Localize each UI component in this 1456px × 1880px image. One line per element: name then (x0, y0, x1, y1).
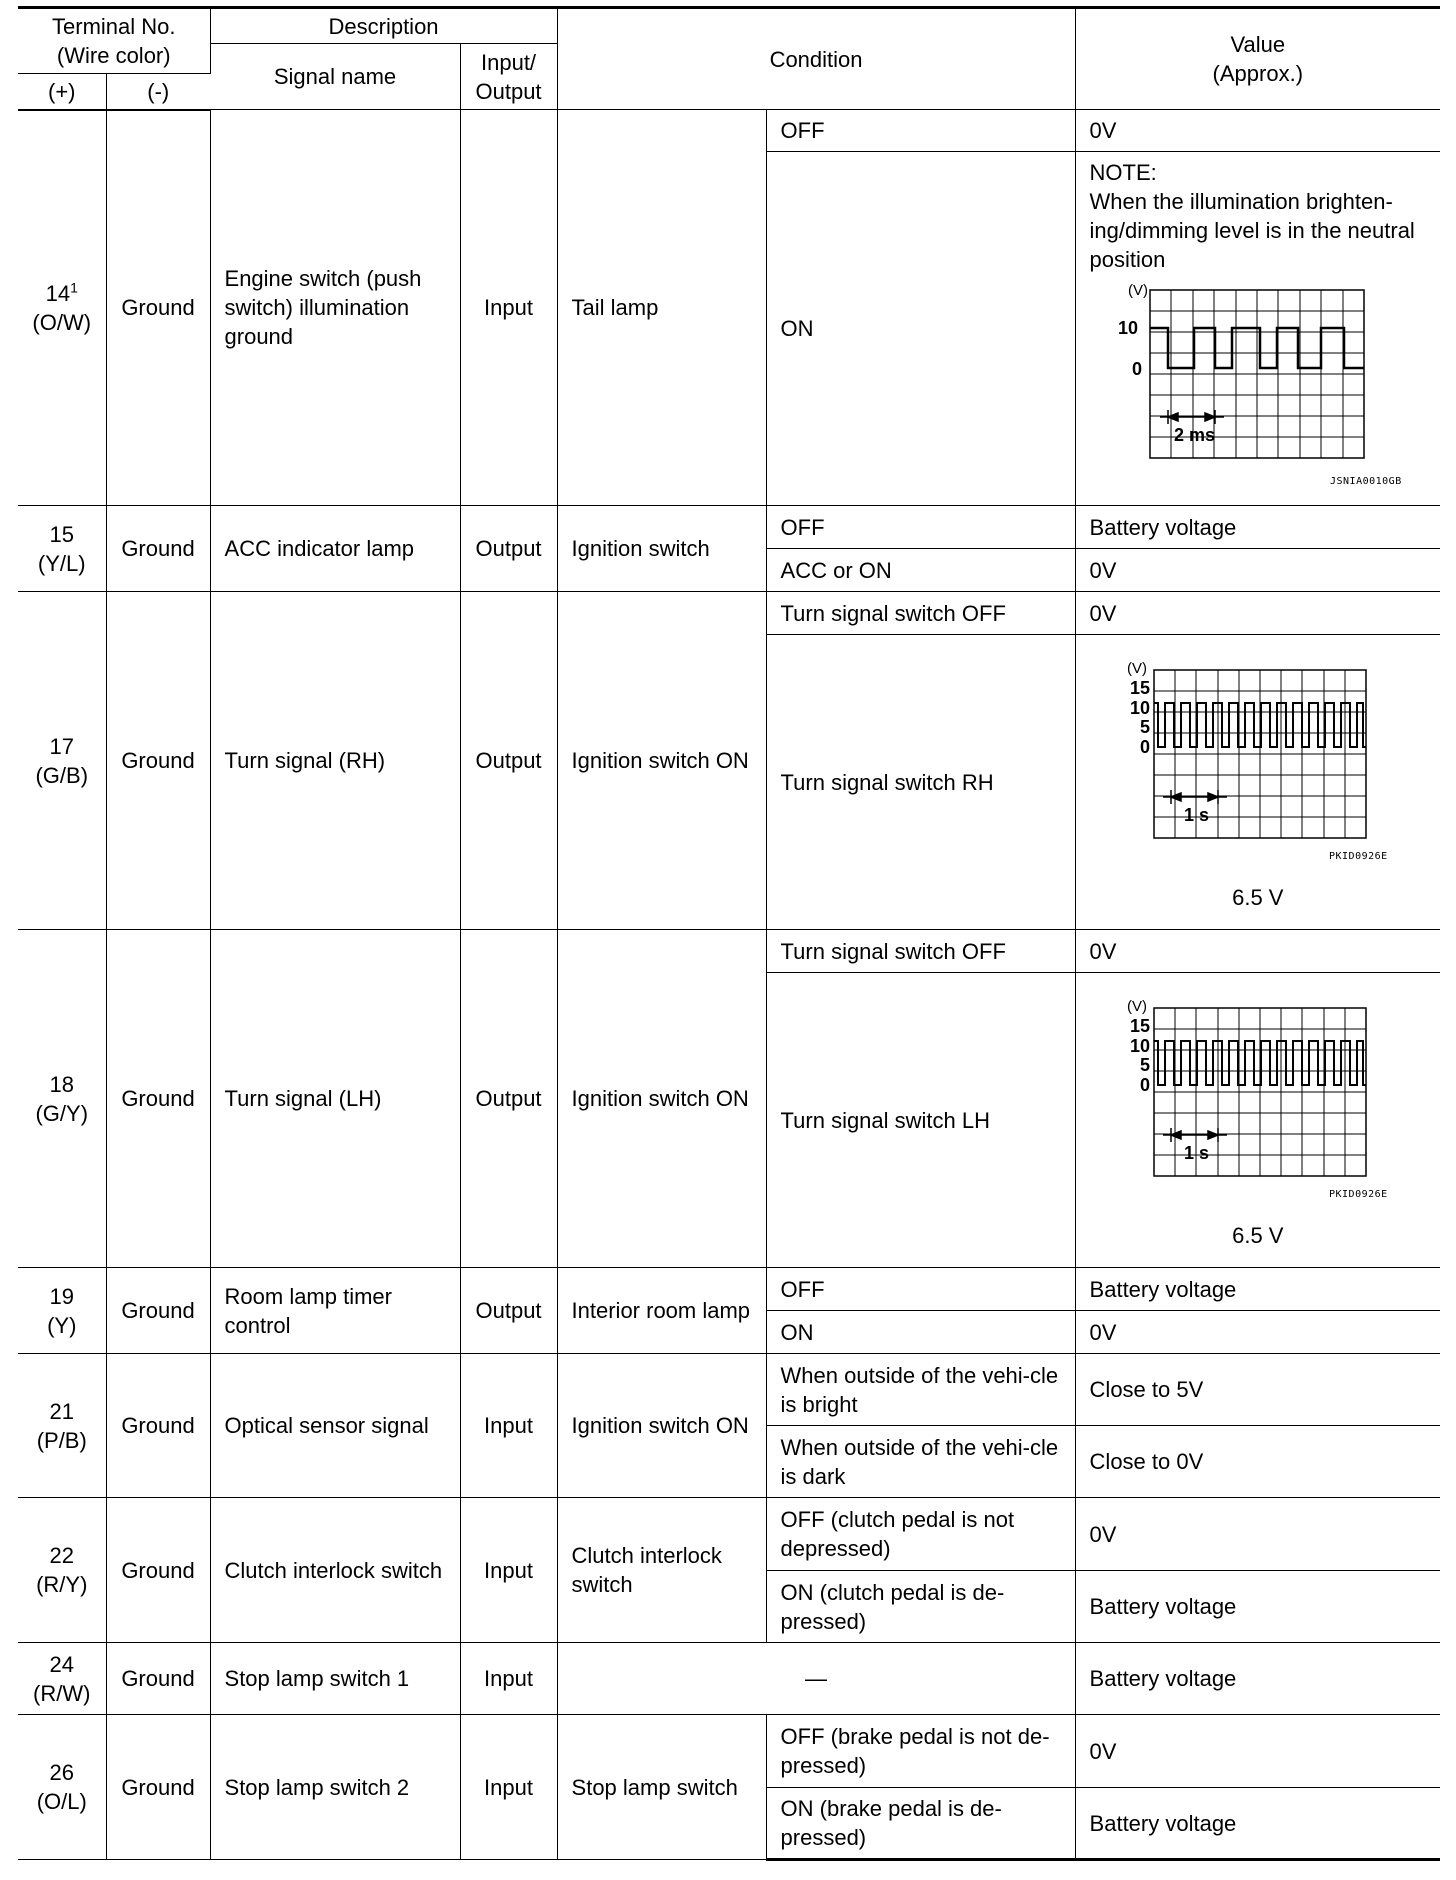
condition-state: When outside of the vehi-cle is dark (766, 1426, 1075, 1498)
table-row (18, 592, 1440, 635)
figure-code: PKID0926E (1328, 1188, 1388, 1200)
condition: Clutch interlock switch (557, 1498, 766, 1643)
signal-name: Engine switch (push switch) illumination ground (210, 110, 460, 506)
input-output: Output (460, 592, 557, 930)
header-plus: (+) (18, 74, 106, 110)
wave-tick: 10 (1129, 697, 1150, 718)
value: 0V (1075, 1498, 1440, 1571)
value: 6.5 V (1232, 884, 1284, 910)
wave-tick: 15 (1129, 677, 1150, 698)
value: 0V (1075, 1715, 1440, 1788)
wave-time-label: 2 ms (1173, 425, 1215, 445)
condition: Ignition switch (557, 506, 766, 592)
condition: Interior room lamp (557, 1268, 766, 1354)
wave-tick-low: 0 (1131, 359, 1142, 379)
terminal-26: 26 (O/L) (18, 1715, 106, 1860)
input-output: Input (460, 1354, 557, 1498)
note-title: NOTE: (1089, 160, 1157, 185)
input-output: Output (460, 1268, 557, 1354)
table-row (18, 1268, 1440, 1311)
value: 0V (1075, 549, 1440, 592)
wave-signal (1154, 703, 1366, 747)
condition: Ignition switch ON (557, 1354, 766, 1498)
minus-terminal: Ground (106, 1498, 210, 1643)
value: 0V (1075, 1311, 1440, 1354)
minus-terminal: Ground (106, 506, 210, 592)
wave-time-label: 1 s (1183, 804, 1209, 825)
signal-name: Turn signal (RH) (210, 592, 460, 930)
condition-state: OFF (brake pedal is not de-pressed) (766, 1715, 1075, 1788)
condition-state: ON (766, 1311, 1075, 1354)
terminal-spec-table (18, 6, 1440, 1861)
condition-state: OFF (clutch pedal is not depressed) (766, 1498, 1075, 1571)
signal-name: Stop lamp switch 2 (210, 1715, 460, 1860)
terminal-24: 24 (R/W) (18, 1643, 106, 1715)
value: Battery voltage (1075, 1788, 1440, 1860)
value: 0V (1075, 930, 1440, 973)
condition-state: ON (766, 152, 1075, 506)
value: 6.5 V (1232, 1222, 1284, 1248)
condition-state: Turn signal switch OFF (766, 592, 1075, 635)
signal-name: ACC indicator lamp (210, 506, 460, 592)
header-terminal: Terminal No. (Wire color) (18, 8, 210, 74)
minus-terminal: Ground (106, 930, 210, 1268)
input-output: Input (460, 1498, 557, 1643)
value: Battery voltage (1075, 506, 1440, 549)
condition: Ignition switch ON (557, 592, 766, 930)
signal-name: Stop lamp switch 1 (210, 1643, 460, 1715)
wave-time-marker (1163, 790, 1227, 804)
value: Battery voltage (1075, 1571, 1440, 1643)
value: Battery voltage (1075, 1268, 1440, 1311)
wave-tick: 5 (1139, 1054, 1150, 1075)
header-value: Value (Approx.) (1075, 8, 1440, 110)
wave-signal (1154, 1041, 1366, 1085)
wave-time-label: 1 s (1183, 1142, 1209, 1163)
condition: Ignition switch ON (557, 930, 766, 1268)
input-output: Output (460, 930, 557, 1268)
figure-code: PKID0926E (1328, 850, 1388, 862)
condition-state: Turn signal switch RH (766, 635, 1075, 930)
terminal-19: 19 (Y) (18, 1268, 106, 1354)
wave-tick: 0 (1139, 1074, 1150, 1095)
table-row (18, 1354, 1440, 1426)
condition-state: When outside of the vehi-cle is bright (766, 1354, 1075, 1426)
waveform-illumination (1090, 274, 1420, 496)
minus-terminal: Ground (106, 1643, 210, 1715)
condition-state: OFF (766, 506, 1075, 549)
condition-state: Turn signal switch OFF (766, 930, 1075, 973)
wave-unit: (V) (1126, 659, 1147, 677)
waveform-turn-lh (1084, 991, 1429, 1223)
input-output: Input (460, 1715, 557, 1860)
condition: Stop lamp switch (557, 1715, 766, 1860)
terminal-17: 17 (G/B) (18, 592, 106, 930)
condition-state: OFF (766, 110, 1075, 152)
value-note (1075, 152, 1440, 506)
value: 0V (1075, 592, 1440, 635)
wave-tick-high: 10 (1117, 318, 1138, 338)
condition: — (557, 1643, 1075, 1715)
wave-tick: 10 (1129, 1035, 1150, 1056)
condition-state: ON (clutch pedal is de-pressed) (766, 1571, 1075, 1643)
value: Battery voltage (1075, 1643, 1440, 1715)
minus-terminal: Ground (106, 110, 210, 506)
terminal-18: 18 (G/Y) (18, 930, 106, 1268)
minus-terminal: Ground (106, 592, 210, 930)
condition-state: OFF (766, 1268, 1075, 1311)
waveform-turn-rh (1084, 653, 1429, 885)
value: Close to 5V (1075, 1354, 1440, 1426)
table-row (18, 1643, 1440, 1715)
wave-time-marker (1160, 410, 1224, 424)
condition-state: Turn signal switch LH (766, 973, 1075, 1268)
table-row (18, 506, 1440, 549)
signal-name: Turn signal (LH) (210, 930, 460, 1268)
wave-tick: 15 (1129, 1015, 1150, 1036)
value-waveform (1075, 635, 1440, 930)
header-description: Description (210, 8, 557, 44)
input-output: Input (460, 110, 557, 506)
minus-terminal: Ground (106, 1715, 210, 1860)
wave-unit: (V) (1127, 282, 1148, 299)
header-minus: (-) (106, 74, 210, 110)
input-output: Output (460, 506, 557, 592)
wave-time-marker (1163, 1128, 1227, 1142)
wave-tick: 0 (1139, 736, 1150, 757)
table-row (18, 110, 1440, 152)
wave-unit: (V) (1126, 997, 1147, 1015)
minus-terminal: Ground (106, 1354, 210, 1498)
figure-code: JSNIA0010GB (1329, 476, 1402, 487)
header-signal-name: Signal name (210, 44, 460, 110)
value-waveform (1075, 973, 1440, 1268)
wave-tick: 5 (1139, 716, 1150, 737)
table-row (18, 930, 1440, 973)
terminal-22: 22 (R/Y) (18, 1498, 106, 1643)
signal-name: Clutch interlock switch (210, 1498, 460, 1643)
condition-state: ON (brake pedal is de-pressed) (766, 1788, 1075, 1860)
note-text: When the illumination brighten-ing/dimming level is in the neutral position (1089, 189, 1415, 272)
header-input-output: Input/ Output (460, 44, 557, 110)
terminal-15: 15 (Y/L) (18, 506, 106, 592)
value: 0V (1075, 110, 1440, 152)
table-row (18, 1498, 1440, 1571)
header-condition: Condition (557, 8, 1075, 110)
value: Close to 0V (1075, 1426, 1440, 1498)
terminal-14: $14^1$ (O/W) (18, 110, 106, 506)
signal-name: Room lamp timer control (210, 1268, 460, 1354)
condition-state: ACC or ON (766, 549, 1075, 592)
table-row (18, 1715, 1440, 1788)
terminal-21: 21 (P/B) (18, 1354, 106, 1498)
signal-name: Optical sensor signal (210, 1354, 460, 1498)
condition: Tail lamp (557, 110, 766, 506)
minus-terminal: Ground (106, 1268, 210, 1354)
input-output: Input (460, 1643, 557, 1715)
